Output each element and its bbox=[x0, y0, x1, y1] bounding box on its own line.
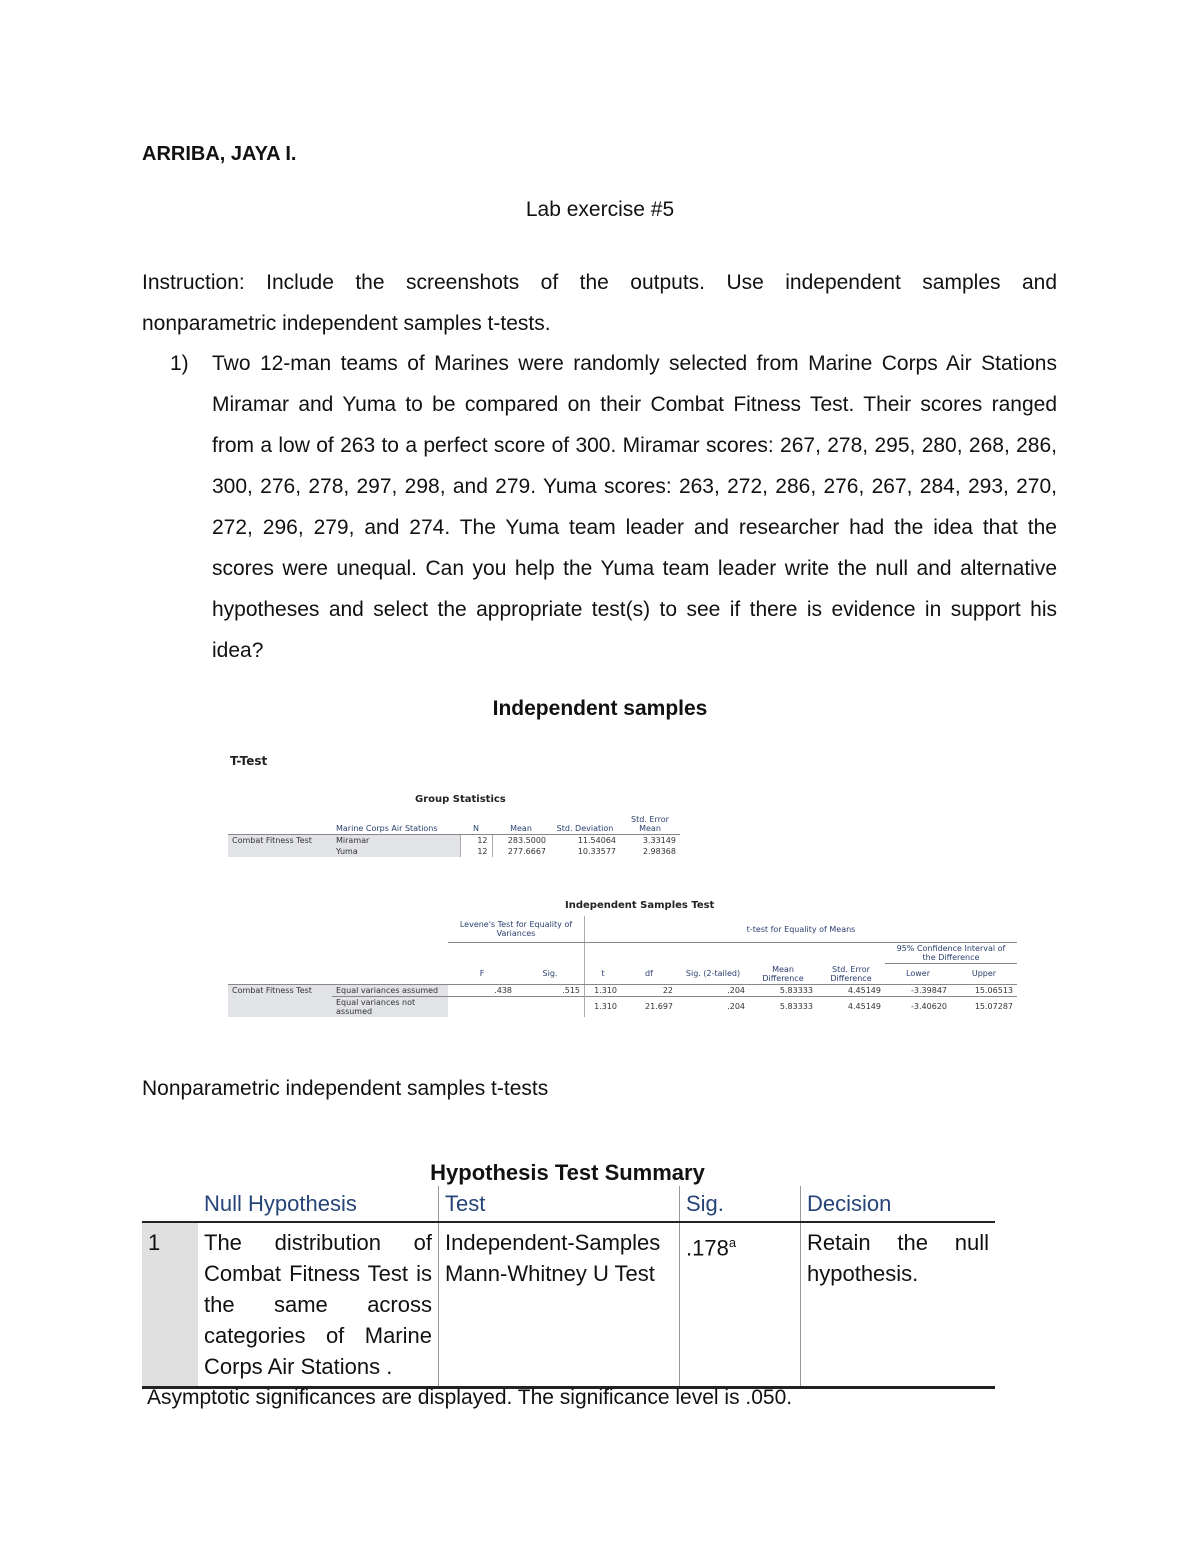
ist-col-sig: Sig. bbox=[516, 964, 585, 985]
hts-decision: Retain the null hypothesis. bbox=[801, 1222, 996, 1388]
gs-cell: 2.98368 bbox=[642, 847, 676, 856]
ist-cell: 4.45149 bbox=[817, 996, 885, 1017]
gs-header-se: Std. Error Mean bbox=[620, 808, 680, 835]
gs-header-std: Std. Deviation bbox=[550, 808, 620, 835]
hts-sig-footnote: a bbox=[728, 1235, 737, 1250]
gs-header-station: Marine Corps Air Stations bbox=[332, 808, 460, 835]
ist-col-upper: Upper bbox=[951, 964, 1017, 985]
hts-header-decision: Decision bbox=[801, 1186, 996, 1222]
ist-col-sediff: Std. Error Difference bbox=[817, 964, 885, 985]
ist-row-label: Combat Fitness Test bbox=[228, 984, 332, 1017]
section-heading-independent: Independent samples bbox=[492, 697, 708, 720]
hypothesis-summary-title: Hypothesis Test Summary bbox=[430, 1160, 705, 1185]
ist-row-equal: Equal variances assumed bbox=[332, 984, 448, 996]
ist-cell: 1.310 bbox=[585, 984, 622, 996]
hts-null-hypothesis: The distribution of Combat Fitness Test is the same across categories of Marine Corps Air Stations . bbox=[198, 1222, 439, 1388]
group-statistics-table bbox=[228, 808, 680, 857]
gs-cell: Miramar bbox=[332, 835, 460, 847]
gs-row-label: Combat Fitness Test bbox=[228, 835, 332, 858]
gs-cell: 12 bbox=[460, 835, 492, 847]
ist-cell: 21.697 bbox=[621, 996, 677, 1017]
ist-cell: 15.07287 bbox=[951, 996, 1017, 1017]
ist-row-unequal: Equal variances not assumed bbox=[332, 996, 448, 1017]
hts-sig-cell bbox=[680, 1222, 801, 1388]
section-heading-nonparametric: Nonparametric independent samples t-tests bbox=[142, 1077, 549, 1100]
ist-levene-header: Levene's Test for Equality of Variances bbox=[448, 916, 585, 943]
group-statistics-title: Group Statistics bbox=[415, 794, 506, 805]
ist-col-df: df bbox=[621, 964, 677, 985]
hts-row-number: 1 bbox=[142, 1222, 198, 1388]
hts-sig: .178 bbox=[686, 1235, 729, 1261]
ist-cell: 4.45149 bbox=[847, 985, 881, 995]
ist-cell: -3.39847 bbox=[911, 985, 947, 995]
gs-header-n: N bbox=[460, 808, 492, 835]
ist-col-lower: Lower bbox=[885, 964, 951, 985]
ist-cell: .515 bbox=[562, 985, 580, 995]
ist-cell: .438 bbox=[494, 985, 512, 995]
instruction-line-2: nonparametric independent samples t-tests. bbox=[142, 312, 551, 335]
ist-cell: 1.310 bbox=[585, 996, 622, 1017]
significance-note: Asymptotic significances are displayed. The significance level is .050. bbox=[147, 1386, 793, 1409]
ist-cell: 15.06513 bbox=[974, 985, 1013, 995]
gs-cell: 12 bbox=[460, 846, 492, 857]
hts-test: Independent-Samples Mann-Whitney U Test bbox=[439, 1222, 680, 1388]
gs-header-mean: Mean bbox=[492, 808, 550, 835]
hypothesis-summary-table bbox=[142, 1186, 995, 1389]
ist-ci-header: 95% Confidence Interval of the Difference bbox=[885, 943, 1017, 964]
gs-cell: 3.33149 bbox=[620, 835, 680, 847]
ist-col-sig2: Sig. (2-tailed) bbox=[677, 964, 749, 985]
ist-cell: 5.83333 bbox=[749, 996, 817, 1017]
gs-cell: 283.5000 bbox=[492, 835, 550, 847]
hts-header-sig: Sig. bbox=[680, 1186, 801, 1222]
ist-cell: .204 bbox=[677, 996, 749, 1017]
ist-col-meandiff: Mean Difference bbox=[749, 964, 817, 985]
independent-samples-test-title: Independent Samples Test bbox=[565, 900, 715, 911]
ist-cell: .204 bbox=[727, 985, 745, 995]
spss-ttest-title: T-Test bbox=[230, 754, 268, 768]
gs-cell: 277.6667 bbox=[492, 846, 550, 857]
document-title: Lab exercise #5 bbox=[525, 198, 675, 221]
ist-cell: 5.83333 bbox=[779, 985, 813, 995]
gs-cell: Yuma bbox=[332, 846, 460, 857]
gs-cell: 10.33577 bbox=[577, 847, 616, 856]
ist-cell bbox=[448, 996, 516, 1017]
hts-header-test: Test bbox=[439, 1186, 680, 1222]
question-text: Two 12-man teams of Marines were randomly selected from Marine Corps Air Stations Miramar and Yuma to be compared on their Combat Fitness Test. Their scores ranged from a low of 263 to a perfect score of 300. Miramar scores: 267, 278, 295, 280, 268, 286, 300, 276, 278, 297, 298, and 279. Yuma scores: 263, 272, 286, 276, 267, 284, 293, 270, 272, 296, 279, and 274. The Yuma team leader and researcher had the idea that the scores were unequal. Can you help the Yuma team leader write the null and alternative hypotheses and select the appropriate test(s) to see if there is evidence in support his idea? bbox=[212, 352, 1057, 662]
independent-samples-test-table bbox=[228, 916, 1017, 1017]
instruction-line-1: Instruction: Include the screenshots of the outputs. Use independent samples and bbox=[142, 271, 1057, 294]
ist-col-f: F bbox=[448, 964, 516, 985]
ist-cell: -3.40620 bbox=[885, 996, 951, 1017]
ist-ttest-header: t-test for Equality of Means bbox=[585, 916, 1018, 943]
ist-cell bbox=[516, 996, 585, 1017]
question-number: 1) bbox=[170, 352, 189, 375]
gs-cell: 11.54064 bbox=[550, 835, 620, 847]
hts-header-null: Null Hypothesis bbox=[198, 1186, 439, 1222]
ist-cell: 22 bbox=[662, 985, 673, 995]
instruction-paragraph bbox=[142, 262, 1057, 344]
author-name: ARRIBA, JAYA I. bbox=[142, 143, 297, 165]
ist-col-t: t bbox=[585, 964, 622, 985]
